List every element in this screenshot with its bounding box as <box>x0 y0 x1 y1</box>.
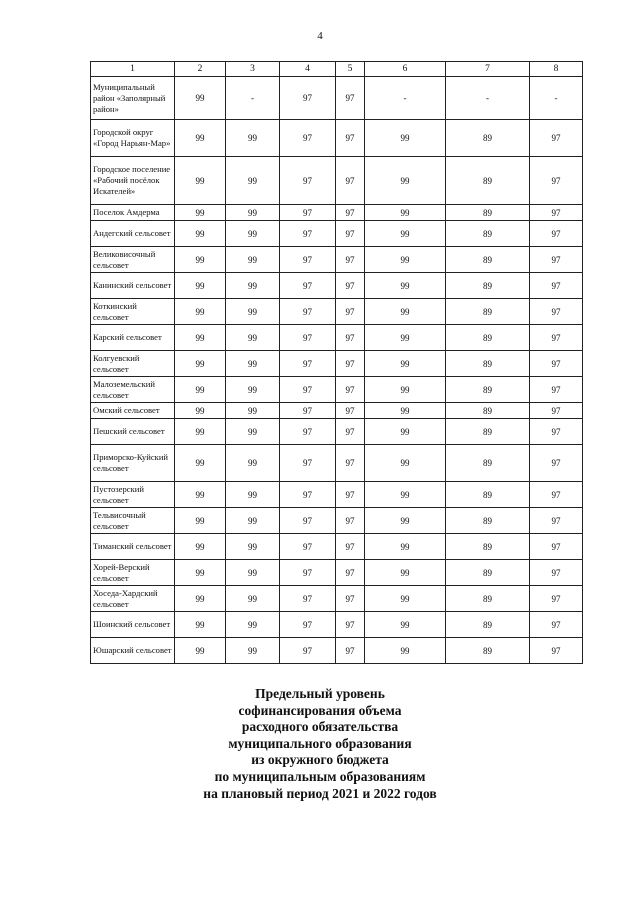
table-cell: 89 <box>446 560 530 586</box>
table-cell: 97 <box>336 157 365 205</box>
table-cell: 99 <box>226 273 280 299</box>
table-cell: 99 <box>365 157 446 205</box>
municipality-name: Пустозерский сельсовет <box>91 482 175 508</box>
table-cell: 99 <box>226 221 280 247</box>
municipality-name: Пешский сельсовет <box>91 419 175 445</box>
table-cell: 99 <box>226 299 280 325</box>
table-cell: 99 <box>226 120 280 157</box>
table-cell: 97 <box>530 403 583 419</box>
table-row <box>91 586 583 612</box>
table-cell: 99 <box>365 612 446 638</box>
municipality-name: Карский сельсовет <box>91 325 175 351</box>
table-cell: 97 <box>336 612 365 638</box>
table-cell: 97 <box>336 247 365 273</box>
table-cell: 97 <box>530 157 583 205</box>
table-cell: 99 <box>365 120 446 157</box>
title-line: муниципального образования <box>228 735 412 751</box>
municipality-name: Коткинский сельсовет <box>91 299 175 325</box>
table-cell: 97 <box>280 508 336 534</box>
table-cell: 99 <box>175 482 226 508</box>
table-row <box>91 157 583 205</box>
table-cell: 99 <box>175 403 226 419</box>
table-cell: 97 <box>336 560 365 586</box>
table-cell: 97 <box>530 205 583 221</box>
table-cell: 99 <box>175 299 226 325</box>
municipality-name: Приморско-Куйский сельсовет <box>91 445 175 482</box>
table-cell: 89 <box>446 612 530 638</box>
table-cell: 97 <box>280 325 336 351</box>
municipality-name: Поселок Амдерма <box>91 205 175 221</box>
table-cell: 97 <box>530 120 583 157</box>
table-cell: 89 <box>446 508 530 534</box>
table-row <box>91 221 583 247</box>
table-cell: - <box>530 77 583 120</box>
table-row <box>91 482 583 508</box>
municipality-name: Великовисочный сельсовет <box>91 247 175 273</box>
table-row <box>91 638 583 664</box>
table-row <box>91 508 583 534</box>
table-row <box>91 351 583 377</box>
table-row <box>91 419 583 445</box>
column-header: 1 <box>91 62 175 77</box>
table-cell: 97 <box>280 612 336 638</box>
table-cell: 99 <box>175 560 226 586</box>
table-cell: 99 <box>175 445 226 482</box>
municipality-name: Городское поселение «Рабочий посёлок Искателей» <box>91 157 175 205</box>
table-row <box>91 325 583 351</box>
table-cell: 99 <box>365 205 446 221</box>
table-cell: 97 <box>280 273 336 299</box>
municipality-name: Тиманский сельсовет <box>91 534 175 560</box>
table-cell: 99 <box>365 445 446 482</box>
table-cell: 99 <box>365 377 446 403</box>
table-cell: 99 <box>365 534 446 560</box>
title-line: расходного обязательства <box>241 719 399 735</box>
table-cell: 97 <box>280 377 336 403</box>
table-cell: 89 <box>446 419 530 445</box>
table-cell: 89 <box>446 351 530 377</box>
table-cell: 97 <box>280 351 336 377</box>
table-cell: 99 <box>175 586 226 612</box>
municipality-name: Муниципальный район «Заполярный район» <box>91 77 175 120</box>
municipality-name: Андегский сельсовет <box>91 221 175 247</box>
municipality-name: Хорей-Верский сельсовет <box>91 560 175 586</box>
table-cell: 99 <box>365 299 446 325</box>
table-cell: 99 <box>175 377 226 403</box>
table-row <box>91 247 583 273</box>
table-cell: 99 <box>175 534 226 560</box>
municipality-name: Городской округ «Город Нарьян-Мар» <box>91 120 175 157</box>
table-cell: 99 <box>226 508 280 534</box>
column-header: 3 <box>226 62 280 77</box>
table-cell: 97 <box>530 445 583 482</box>
title-line: по муниципальным образованиям <box>214 768 426 784</box>
table-cell: 97 <box>336 377 365 403</box>
table-cell: 89 <box>446 157 530 205</box>
table-cell: 97 <box>280 586 336 612</box>
table-cell: 89 <box>446 534 530 560</box>
table-cell: 97 <box>336 482 365 508</box>
table-row <box>91 273 583 299</box>
table-cell: 99 <box>175 508 226 534</box>
table-row <box>91 445 583 482</box>
table-cell: 89 <box>446 299 530 325</box>
table-cell: 99 <box>175 638 226 664</box>
table-cell: 97 <box>530 273 583 299</box>
table-row <box>91 120 583 157</box>
table-cell: 89 <box>446 221 530 247</box>
table-cell: 99 <box>226 482 280 508</box>
table-cell: 97 <box>530 325 583 351</box>
title-line: из окружного бюджета <box>251 752 389 768</box>
table-cell: 97 <box>336 205 365 221</box>
table-cell: 99 <box>365 419 446 445</box>
column-header: 7 <box>446 62 530 77</box>
table-cell: 99 <box>226 560 280 586</box>
table-cell: 97 <box>336 403 365 419</box>
column-header: 5 <box>336 62 365 77</box>
table-cell: 89 <box>446 247 530 273</box>
title-line: софинансирования объема <box>238 702 402 718</box>
table-cell: - <box>446 77 530 120</box>
municipality-name: Шоинский сельсовет <box>91 612 175 638</box>
table-cell: 97 <box>530 377 583 403</box>
table-cell: 99 <box>226 403 280 419</box>
table-row <box>91 612 583 638</box>
table-cell: 89 <box>446 120 530 157</box>
table-cell: 97 <box>336 534 365 560</box>
table-cell: 89 <box>446 638 530 664</box>
table-row <box>91 205 583 221</box>
table-cell: 97 <box>336 120 365 157</box>
table-row <box>91 77 583 120</box>
table-cell: - <box>365 77 446 120</box>
table-cell: - <box>226 77 280 120</box>
table-cell: 97 <box>530 612 583 638</box>
table-cell: 97 <box>530 560 583 586</box>
table-cell: 89 <box>446 325 530 351</box>
table-cell: 99 <box>226 638 280 664</box>
table-cell: 99 <box>226 419 280 445</box>
municipality-name: Хоседа-Хардский сельсовет <box>91 586 175 612</box>
table-cell: 99 <box>226 612 280 638</box>
table-cell: 97 <box>530 247 583 273</box>
table-cell: 97 <box>530 351 583 377</box>
table-row <box>91 403 583 419</box>
table-cell: 97 <box>530 534 583 560</box>
table-cell: 89 <box>446 377 530 403</box>
table-cell: 99 <box>175 157 226 205</box>
table-cell: 99 <box>365 325 446 351</box>
table-cell: 97 <box>530 419 583 445</box>
table-cell: 99 <box>175 351 226 377</box>
table-cell: 97 <box>280 534 336 560</box>
municipality-name: Тельвисочный сельсовет <box>91 508 175 534</box>
table-cell: 97 <box>336 77 365 120</box>
table-cell: 97 <box>280 77 336 120</box>
table-cell: 99 <box>226 445 280 482</box>
table-cell: 99 <box>365 482 446 508</box>
table-cell: 97 <box>336 638 365 664</box>
table-cell: 99 <box>175 221 226 247</box>
column-header: 8 <box>530 62 583 77</box>
table-cell: 99 <box>226 325 280 351</box>
table-cell: 97 <box>336 325 365 351</box>
table-cell: 99 <box>226 157 280 205</box>
table-cell: 97 <box>280 205 336 221</box>
table-cell: 97 <box>336 273 365 299</box>
table-cell: 97 <box>280 638 336 664</box>
table-row <box>91 377 583 403</box>
table-cell: 97 <box>280 221 336 247</box>
title-line: Предельный уровень <box>255 686 385 701</box>
title-line: на плановый период 2021 и 2022 годов <box>203 785 437 801</box>
table-cell: 89 <box>446 445 530 482</box>
table-cell: 97 <box>530 638 583 664</box>
table-row <box>91 534 583 560</box>
table-cell: 97 <box>336 299 365 325</box>
table-cell: 99 <box>175 205 226 221</box>
table-cell: 97 <box>336 445 365 482</box>
table-cell: 99 <box>365 638 446 664</box>
cofinancing-table <box>90 61 583 664</box>
table-cell: 99 <box>365 403 446 419</box>
table-cell: 89 <box>446 482 530 508</box>
table-cell: 97 <box>280 419 336 445</box>
table-cell: 99 <box>226 247 280 273</box>
table-cell: 97 <box>530 299 583 325</box>
municipality-name: Омский сельсовет <box>91 403 175 419</box>
table-cell: 97 <box>530 586 583 612</box>
table-cell: 89 <box>446 586 530 612</box>
table-cell: 99 <box>175 247 226 273</box>
table-cell: 99 <box>365 351 446 377</box>
column-header: 2 <box>175 62 226 77</box>
table-cell: 97 <box>280 560 336 586</box>
table-cell: 99 <box>226 205 280 221</box>
table-cell: 89 <box>446 205 530 221</box>
table-row <box>91 560 583 586</box>
table-cell: 97 <box>336 351 365 377</box>
table-cell: 99 <box>226 351 280 377</box>
table-cell: 99 <box>365 586 446 612</box>
table-cell: 89 <box>446 273 530 299</box>
table-cell: 97 <box>336 221 365 247</box>
table-cell: 99 <box>175 419 226 445</box>
table-cell: 97 <box>530 508 583 534</box>
table-cell: 97 <box>280 482 336 508</box>
table-cell: 99 <box>365 221 446 247</box>
table-cell: 97 <box>530 482 583 508</box>
table-cell: 97 <box>530 221 583 247</box>
municipality-name: Малоземельский сельсовет <box>91 377 175 403</box>
table-cell: 99 <box>175 120 226 157</box>
table-cell: 89 <box>446 403 530 419</box>
table-cell: 97 <box>280 157 336 205</box>
document-title <box>0 686 640 802</box>
column-header: 4 <box>280 62 336 77</box>
table-cell: 99 <box>226 586 280 612</box>
municipality-name: Колгуевский сельсовет <box>91 351 175 377</box>
table-cell: 99 <box>365 247 446 273</box>
table-cell: 99 <box>226 534 280 560</box>
table-cell: 99 <box>175 77 226 120</box>
table-cell: 99 <box>365 508 446 534</box>
table-cell: 97 <box>280 445 336 482</box>
municipality-name: Канинский сельсовет <box>91 273 175 299</box>
table-cell: 97 <box>336 586 365 612</box>
table-cell: 97 <box>280 403 336 419</box>
table-cell: 97 <box>336 508 365 534</box>
table-cell: 99 <box>175 325 226 351</box>
table-cell: 97 <box>280 299 336 325</box>
table-row <box>91 299 583 325</box>
table-cell: 99 <box>226 377 280 403</box>
table-cell: 99 <box>175 273 226 299</box>
page-number: 4 <box>317 30 323 42</box>
table-cell: 97 <box>280 247 336 273</box>
table-cell: 99 <box>175 612 226 638</box>
municipality-name: Юшарский сельсовет <box>91 638 175 664</box>
table-cell: 99 <box>365 273 446 299</box>
column-header: 6 <box>365 62 446 77</box>
table-cell: 99 <box>365 560 446 586</box>
table-header-row <box>91 62 583 77</box>
table-cell: 97 <box>280 120 336 157</box>
table-cell: 97 <box>336 419 365 445</box>
